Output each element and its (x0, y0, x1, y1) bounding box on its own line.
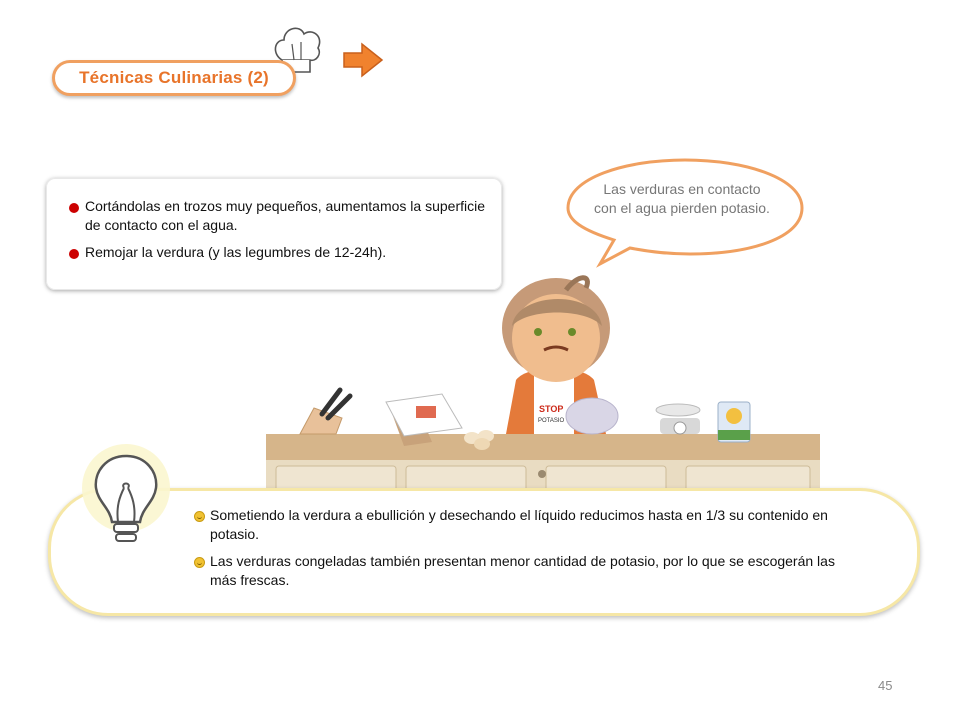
tips-box (48, 488, 920, 616)
lightbulb-icon (76, 440, 176, 560)
info-item-2: Remojar la verdura (y las legumbres de 12-24h). (85, 244, 387, 260)
tip-item-1: Sometiendo la verdura a ebullición y desechando el líquido reducimos hasta en 1/3 su contenido en potasio. (210, 507, 828, 542)
bullet-icon (69, 249, 79, 259)
info-item-1: Cortándolas en trozos muy pequeños, aumentamos la superficie de contacto con el agua. (85, 198, 485, 233)
apron-subtext: POTASIO (538, 418, 565, 424)
title-badge (52, 60, 296, 96)
page-number: 45 (878, 678, 893, 693)
next-arrow-icon[interactable] (342, 42, 384, 78)
tip-item-2: Las verduras congeladas también presentan menor cantidad de potasio, por lo que se escogerán las más frescas. (210, 553, 835, 588)
page-title: Técnicas Culinarias (2) (79, 68, 269, 87)
kitchen-illustration (266, 268, 820, 500)
bullet-icon (69, 203, 79, 213)
bullet-icon (194, 511, 205, 522)
bullet-icon (194, 557, 205, 568)
apron-text: STOP (539, 404, 564, 414)
speech-bubble-text: Las verduras en contacto con el agua pierden potasio. (594, 181, 770, 216)
